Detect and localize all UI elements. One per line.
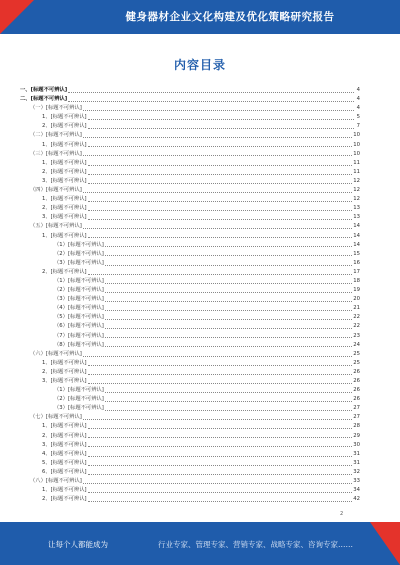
toc-entry-label: 1、[标题不可辨认] xyxy=(42,232,87,239)
toc-dot-leader xyxy=(88,119,354,120)
toc-entry-page: 11 xyxy=(353,159,360,166)
toc-entry-page: 10 xyxy=(353,141,360,148)
toc-entry-label: 3、[标题不可辨认] xyxy=(42,177,87,184)
toc-entry[interactable] xyxy=(20,486,360,495)
toc-entry-page: 14 xyxy=(353,241,360,248)
toc-entry-page: 32 xyxy=(353,468,360,475)
toc-dot-leader xyxy=(88,165,353,166)
toc-entry[interactable] xyxy=(20,441,360,450)
toc-entry[interactable] xyxy=(20,332,360,341)
toc-entry-page: 26 xyxy=(353,378,360,384)
toc-dot-leader xyxy=(88,428,353,429)
toc-entry[interactable] xyxy=(20,432,360,441)
toc-entry-page: 13 xyxy=(353,205,360,212)
toc-entry-page: 27 xyxy=(353,414,360,421)
toc-entry[interactable] xyxy=(20,422,360,431)
toc-dot-leader xyxy=(105,301,352,302)
toc-dot-leader xyxy=(105,337,352,338)
footer-slogan: 让每个人都能成为 xyxy=(48,540,108,549)
toc-entry[interactable] xyxy=(20,413,360,422)
toc-dot-leader xyxy=(105,265,352,266)
toc-dot-leader xyxy=(105,283,352,284)
toc-entry[interactable] xyxy=(20,377,360,386)
toc-heading: 内容目录 xyxy=(173,58,226,72)
toc-dot-leader xyxy=(105,410,352,411)
toc-entry-page: 26 xyxy=(353,387,360,394)
toc-entry-label: （3）[标题不可辨认] xyxy=(54,405,104,412)
toc-entry-label: 2、[标题不可辨认] xyxy=(42,432,87,439)
toc-entry-label: （1）[标题不可辨认] xyxy=(54,241,104,248)
toc-entry[interactable] xyxy=(20,177,360,186)
toc-dot-leader xyxy=(83,228,352,229)
toc-entry-label: 2、[标题不可辨认] xyxy=(42,123,87,130)
toc-entry-label: 6、[标题不可辨认] xyxy=(42,468,87,475)
toc-entry[interactable] xyxy=(20,286,360,295)
toc-dot-leader xyxy=(83,137,352,138)
toc-entry-label: （1）[标题不可辨认] xyxy=(54,387,104,394)
toc-entry-page: 10 xyxy=(353,150,360,157)
bottom-corner-accent xyxy=(370,522,400,565)
toc-entry-page: 10 xyxy=(353,132,360,139)
toc-entry[interactable] xyxy=(20,368,360,377)
toc-dot-leader xyxy=(88,219,353,220)
toc-entry[interactable] xyxy=(20,141,360,150)
footer-slogan-roles: 行业专家、管理专家、营销专家、战略专家、咨询专家…… xyxy=(158,540,353,549)
toc-dot-leader xyxy=(105,246,352,247)
toc-entry-page: 26 xyxy=(353,368,360,375)
toc-entry[interactable] xyxy=(20,95,360,104)
toc-entry-label: 2、[标题不可辨认] xyxy=(42,205,87,212)
toc-dot-leader xyxy=(105,255,352,256)
toc-entry[interactable] xyxy=(20,159,360,168)
toc-entry-page: 22 xyxy=(353,323,360,330)
toc-entry-page: 42 xyxy=(353,496,360,503)
toc-entry-page: 12 xyxy=(353,196,360,203)
toc-entry[interactable] xyxy=(20,304,360,313)
toc-entry-label: 1、[标题不可辨认] xyxy=(42,141,87,148)
toc-dot-leader xyxy=(83,110,354,111)
toc-entry[interactable] xyxy=(20,350,360,359)
toc-dot-leader xyxy=(83,192,352,193)
toc-entry-label: 3、[标题不可辨认] xyxy=(42,441,87,448)
toc-entry-page: 27 xyxy=(353,405,360,412)
toc-entry-page: 4 xyxy=(356,87,360,93)
toc-dot-leader xyxy=(88,492,353,493)
toc-entry-label: （三）[标题不可辨认] xyxy=(30,150,82,157)
toc-dot-leader xyxy=(88,146,353,147)
toc-dot-leader xyxy=(105,328,352,329)
toc-dot-leader xyxy=(105,346,352,347)
toc-dot-leader xyxy=(105,292,352,293)
toc-entry-label: （六）[标题不可辨认] xyxy=(30,350,82,357)
toc-entry-page: 4 xyxy=(356,96,360,103)
toc-entry-page: 25 xyxy=(353,350,360,357)
page-number: 2 xyxy=(340,511,344,517)
toc-entry[interactable] xyxy=(20,86,360,95)
toc-entry[interactable] xyxy=(20,241,360,250)
toc-entry-label: （5）[标题不可辨认] xyxy=(54,314,104,321)
toc-dot-leader xyxy=(88,174,353,175)
toc-entry-label: 2、[标题不可辨认] xyxy=(42,368,87,375)
toc-entry-page: 25 xyxy=(353,359,360,366)
toc-entry[interactable] xyxy=(20,259,360,268)
toc-entry[interactable] xyxy=(20,459,360,468)
toc-entry[interactable] xyxy=(20,168,360,177)
toc-dot-leader xyxy=(88,501,353,502)
toc-dot-leader xyxy=(88,128,354,129)
toc-entry-page: 15 xyxy=(353,250,360,257)
toc-entry-page: 20 xyxy=(353,296,360,303)
toc-dot-leader xyxy=(88,237,353,238)
toc-dot-leader xyxy=(88,465,353,466)
toc-entry-label: （6）[标题不可辨认] xyxy=(54,323,104,330)
toc-dot-leader xyxy=(105,319,352,320)
toc-entry-page: 19 xyxy=(353,287,360,294)
toc-entry[interactable] xyxy=(20,277,360,286)
toc-entry-label: 1、[标题不可辨认] xyxy=(42,423,87,430)
toc-entry-page: 33 xyxy=(353,478,360,485)
toc-entry-page: 11 xyxy=(353,168,360,175)
toc-entry-label: （8）[标题不可辨认] xyxy=(54,341,104,348)
toc-entry-label: 一、[标题不可辨认] xyxy=(20,87,68,93)
toc-entry-page: 29 xyxy=(353,432,360,439)
toc-entry-label: 3、[标题不可辨认] xyxy=(42,378,87,384)
toc-entry-page: 13 xyxy=(353,214,360,221)
toc-entry-page: 34 xyxy=(353,487,360,494)
toc-entry-page: 16 xyxy=(353,259,360,266)
toc-dot-leader xyxy=(88,210,353,211)
toc-entry-page: 14 xyxy=(353,232,360,239)
toc-entry-label: 2、[标题不可辨认] xyxy=(42,168,87,175)
toc-entry-page: 31 xyxy=(353,459,360,466)
toc-dot-leader xyxy=(105,310,352,311)
toc-entry-label: 1、[标题不可辨认] xyxy=(42,114,87,121)
toc-dot-leader xyxy=(68,101,354,102)
toc-entry-page: 7 xyxy=(356,123,360,130)
toc-entry-label: （二）[标题不可辨认] xyxy=(30,132,82,139)
toc-entry[interactable] xyxy=(20,113,360,122)
toc-entry[interactable] xyxy=(20,495,360,504)
toc-entry[interactable] xyxy=(20,404,360,413)
toc-entry[interactable] xyxy=(20,395,360,404)
toc-dot-leader xyxy=(88,474,353,475)
toc-list xyxy=(20,86,360,504)
toc-dot-leader xyxy=(88,374,353,375)
top-corner-accent xyxy=(0,0,34,34)
toc-entry[interactable] xyxy=(20,150,360,159)
toc-entry-page: 24 xyxy=(353,341,360,348)
toc-entry[interactable] xyxy=(20,468,360,477)
toc-entry-label: 二、[标题不可辨认] xyxy=(20,96,68,103)
toc-dot-leader xyxy=(88,383,353,384)
toc-entry-page: 4 xyxy=(356,105,360,112)
toc-dot-leader xyxy=(88,437,353,438)
toc-entry-label: （7）[标题不可辨认] xyxy=(54,332,104,339)
toc-entry[interactable] xyxy=(20,477,360,486)
toc-entry-label: （4）[标题不可辨认] xyxy=(54,305,104,312)
toc-entry-page: 12 xyxy=(353,177,360,184)
toc-entry[interactable] xyxy=(20,195,360,204)
toc-entry-label: 5、[标题不可辨认] xyxy=(42,459,87,466)
toc-entry-label: （一）[标题不可辨认] xyxy=(30,105,82,112)
toc-entry-label: （四）[标题不可辨认] xyxy=(30,187,82,194)
toc-entry[interactable] xyxy=(20,268,360,277)
toc-entry-page: 30 xyxy=(353,441,360,448)
toc-entry-label: 3、[标题不可辨认] xyxy=(42,214,87,221)
toc-entry-label: （2）[标题不可辨认] xyxy=(54,287,104,294)
toc-dot-leader xyxy=(83,419,352,420)
toc-dot-leader xyxy=(83,483,352,484)
toc-dot-leader xyxy=(105,401,352,402)
toc-entry-label: （八）[标题不可辨认] xyxy=(30,478,82,485)
toc-dot-leader xyxy=(83,155,352,156)
toc-entry-page: 26 xyxy=(353,396,360,403)
toc-dot-leader xyxy=(105,392,352,393)
toc-entry-page: 31 xyxy=(353,450,360,457)
toc-entry[interactable] xyxy=(20,250,360,259)
toc-entry[interactable] xyxy=(20,186,360,195)
toc-entry[interactable] xyxy=(20,322,360,331)
toc-entry-label: 4、[标题不可辨认] xyxy=(42,450,87,457)
toc-entry-label: （1）[标题不可辨认] xyxy=(54,277,104,284)
toc-entry-page: 5 xyxy=(356,114,360,121)
toc-entry-label: 1、[标题不可辨认] xyxy=(42,159,87,166)
toc-entry-page: 21 xyxy=(353,305,360,312)
toc-entry-page: 17 xyxy=(353,268,360,275)
toc-entry-label: （3）[标题不可辨认] xyxy=(54,296,104,303)
toc-entry[interactable] xyxy=(20,131,360,140)
toc-dot-leader xyxy=(88,274,353,275)
toc-entry-page: 18 xyxy=(353,277,360,284)
toc-entry-label: 1、[标题不可辨认] xyxy=(42,487,87,494)
toc-entry[interactable] xyxy=(20,122,360,131)
toc-entry-label: 1、[标题不可辨认] xyxy=(42,196,87,203)
toc-entry-page: 28 xyxy=(353,423,360,430)
toc-entry[interactable] xyxy=(20,313,360,322)
toc-entry-page: 22 xyxy=(353,314,360,321)
toc-entry[interactable] xyxy=(20,386,360,395)
toc-entry-label: （2）[标题不可辨认] xyxy=(54,396,104,403)
toc-entry-page: 12 xyxy=(353,187,360,194)
toc-entry-label: （五）[标题不可辨认] xyxy=(30,223,82,230)
toc-entry[interactable] xyxy=(20,204,360,213)
toc-dot-leader xyxy=(68,92,354,93)
toc-entry[interactable] xyxy=(20,341,360,350)
toc-entry[interactable] xyxy=(20,295,360,304)
toc-entry[interactable] xyxy=(20,104,360,113)
toc-dot-leader xyxy=(88,365,353,366)
toc-dot-leader xyxy=(88,201,353,202)
toc-entry-label: 1、[标题不可辨认] xyxy=(42,359,87,366)
report-title: 健身器材企业文化构建及优化策略研究报告 xyxy=(125,11,335,23)
toc-dot-leader xyxy=(88,456,353,457)
toc-entry-page: 23 xyxy=(353,332,360,339)
toc-entry[interactable] xyxy=(20,222,360,231)
toc-entry[interactable] xyxy=(20,213,360,222)
toc-entry-label: 2、[标题不可辨认] xyxy=(42,268,87,275)
toc-entry-label: 2、[标题不可辨认] xyxy=(42,496,87,503)
toc-entry-label: （3）[标题不可辨认] xyxy=(54,259,104,266)
toc-dot-leader xyxy=(83,356,352,357)
toc-entry-label: （2）[标题不可辨认] xyxy=(54,250,104,257)
toc-dot-leader xyxy=(88,446,353,447)
toc-entry[interactable] xyxy=(20,450,360,459)
toc-entry[interactable] xyxy=(20,359,360,368)
toc-entry[interactable] xyxy=(20,232,360,241)
toc-entry-label: （七）[标题不可辨认] xyxy=(30,414,82,421)
toc-entry-page: 14 xyxy=(353,223,360,230)
toc-dot-leader xyxy=(88,183,353,184)
